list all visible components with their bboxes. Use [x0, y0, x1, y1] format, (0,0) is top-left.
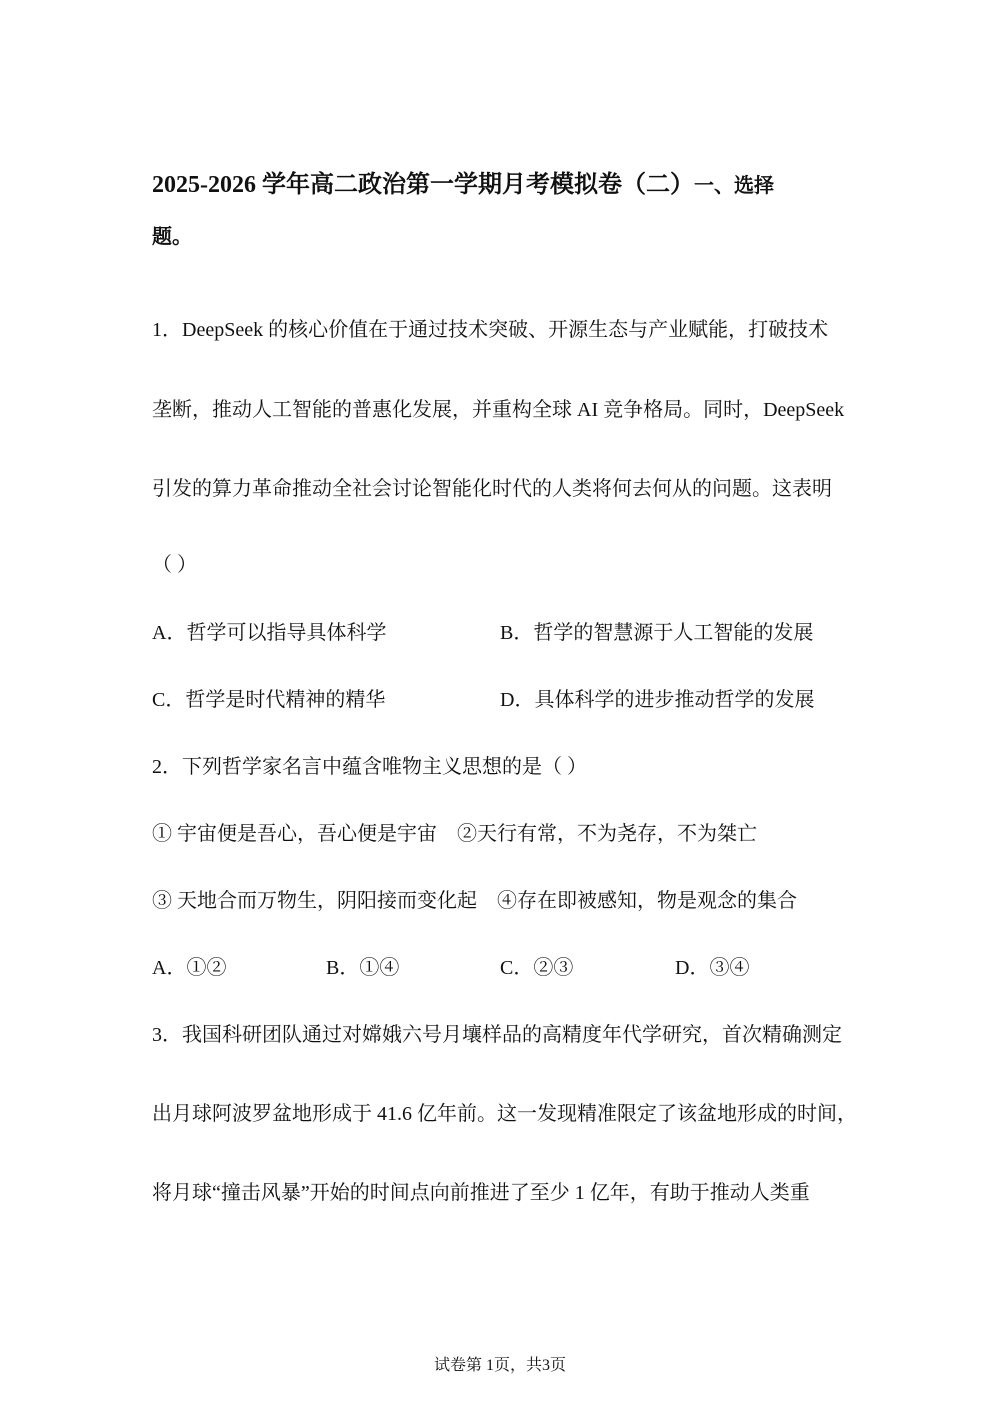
section-heading-part2	[152, 222, 192, 252]
question-3-line-2: 出月球阿波罗盆地形成于 41.6 亿年前。这一发现精准限定了该盆地形成的时间，	[152, 1103, 857, 1125]
question-2-option-d: D．③④	[675, 957, 750, 979]
question-1-line-3: 引发的算力革命推动全社会讨论智能化时代的人类将何去何从的问题。这表明	[152, 478, 832, 500]
question-2-stem: 2．下列哲学家名言中蕴含唯物主义思想的是（ ）	[152, 756, 587, 778]
question-3-line-1: 3．我国科研团队通过对嫦娥六号月壤样品的高精度年代学研究，首次精确测定	[152, 1024, 842, 1046]
question-2-option-a: A．①②	[152, 957, 227, 979]
section-heading-text: 题。	[152, 226, 192, 248]
question-1-line-1: 1．DeepSeek 的核心价值在于通过技术突破、开源生态与产业赋能，打破技术	[152, 319, 829, 341]
question-1-line-2: 垄断，推动人工智能的普惠化发展，并重构全球 AI 竞争格局。同时，DeepSeek	[152, 399, 845, 421]
section-heading-part1: 一、选择	[694, 175, 774, 197]
page-footer: 试卷第 1页，共3页	[433, 1357, 566, 1374]
question-1-option-a: A．哲学可以指导具体科学	[152, 622, 387, 644]
question-1-answer-blank: （ ）	[152, 554, 197, 576]
question-2-option-b: B．①④	[326, 957, 400, 979]
exam-title: 2025-2026 学年高二政治第一学期月考模拟卷（二）	[152, 172, 694, 198]
page-title	[152, 170, 774, 201]
question-1-option-d: D．具体科学的进步推动哲学的发展	[500, 689, 815, 711]
question-3-line-3: 将月球“撞击风暴”开始的时间点向前推进了至少 1 亿年，有助于推动人类重	[152, 1182, 810, 1204]
question-1-option-b: B．哲学的智慧源于人工智能的发展	[500, 622, 814, 644]
question-2-statements-line-1: ① 宇宙便是吾心，吾心便是宇宙 ②天行有常，不为尧存，不为桀亡	[152, 823, 757, 845]
question-2-statements-line-2: ③ 天地合而万物生，阴阳接而变化起 ④存在即被感知，物是观念的集合	[152, 890, 797, 912]
question-2-option-c: C．②③	[500, 957, 574, 979]
question-1-option-c: C．哲学是时代精神的精华	[152, 689, 386, 711]
